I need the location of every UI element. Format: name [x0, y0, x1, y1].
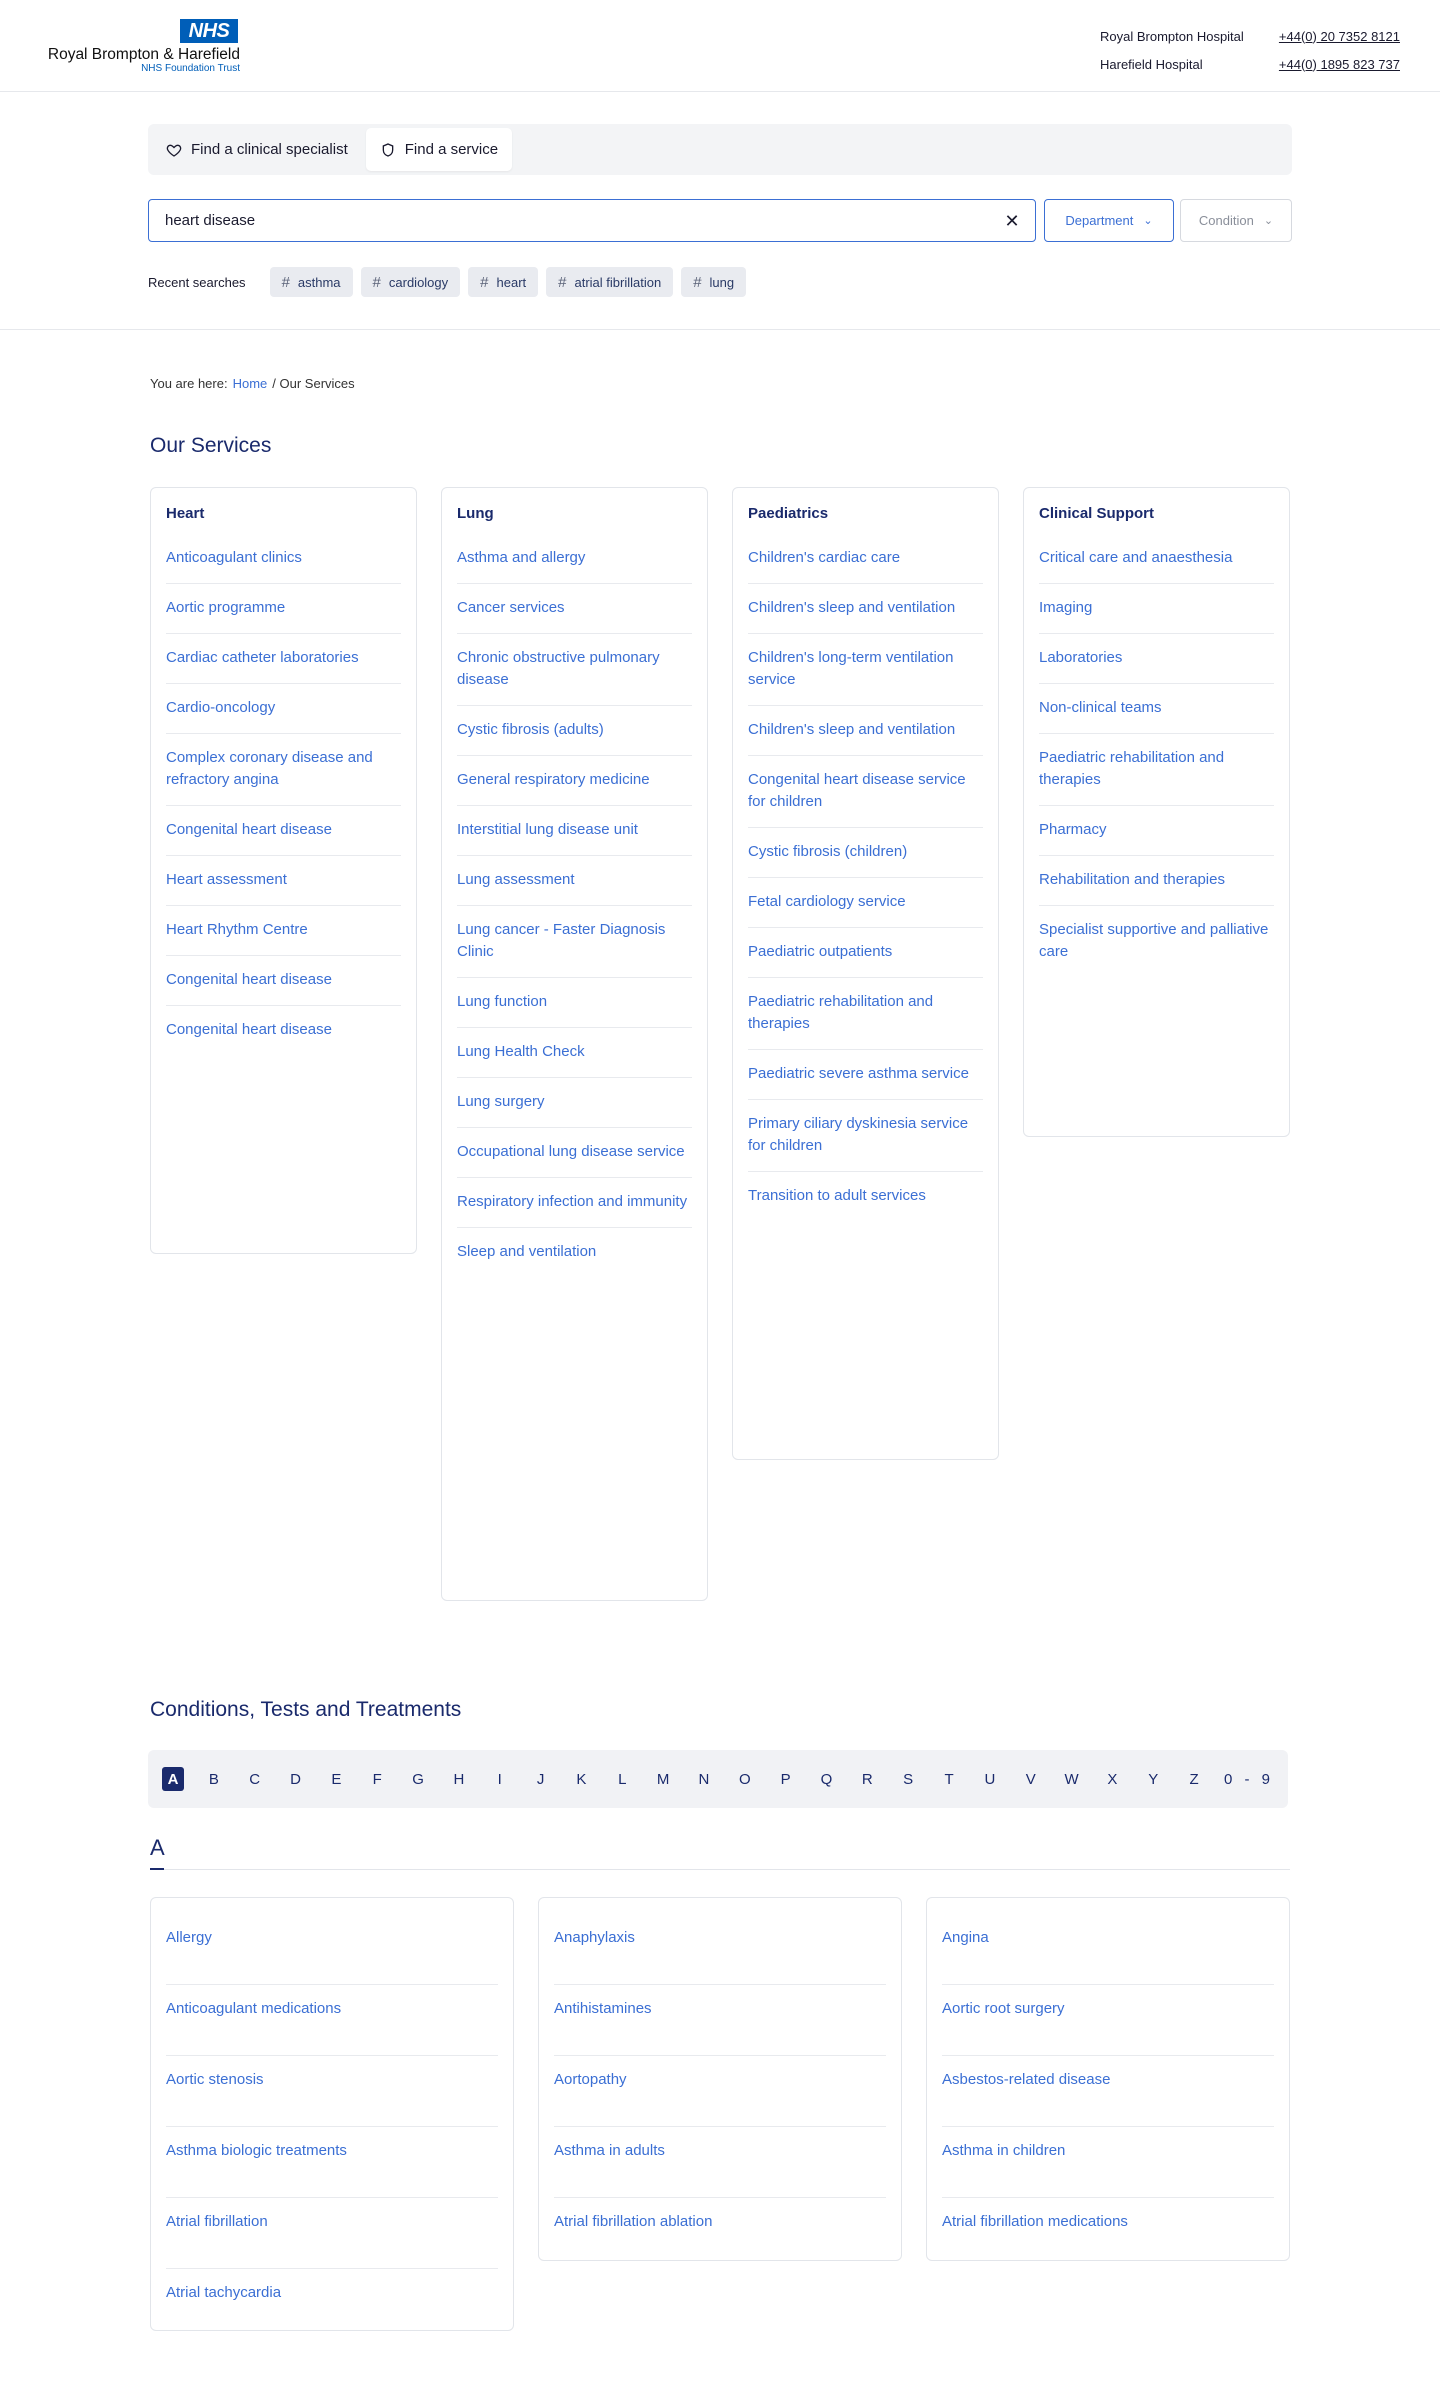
service-card-heart [150, 487, 417, 1254]
service-card-clinical-support [1023, 487, 1290, 1137]
conditions-card [926, 1897, 1290, 2261]
alphabet-letter-v[interactable]: V [1025, 1770, 1036, 1788]
service-list [748, 534, 983, 1221]
conditions-list [942, 1914, 1274, 2268]
condition-link[interactable]: Anticoagulant medications [166, 1985, 498, 2056]
services-heading: Our Services [150, 434, 272, 457]
alphabet-letter-q[interactable]: Q [820, 1770, 833, 1788]
letter-underline [150, 1868, 164, 1870]
tab-find-service[interactable] [366, 128, 512, 171]
service-link[interactable]: Cardio-oncology [166, 684, 401, 734]
condition-link[interactable]: Atrial fibrillation medications [942, 2213, 1128, 2230]
condition-link[interactable]: Asthma in adults [554, 2127, 886, 2198]
condition-link[interactable]: Asthma in children [942, 2127, 1274, 2198]
logo-trust-subtitle: NHS Foundation Trust [141, 63, 240, 74]
condition-dropdown[interactable] [1180, 199, 1292, 242]
department-dropdown-label: Department [1065, 213, 1134, 228]
service-link[interactable]: Cystic fibrosis (adults) [457, 706, 692, 756]
service-link[interactable]: Fetal cardiology service [748, 878, 983, 928]
shield-icon [380, 142, 396, 158]
service-list [1039, 534, 1274, 977]
service-link[interactable]: Interstitial lung disease unit [457, 806, 692, 856]
breadcrumb [150, 376, 355, 391]
alphabet-letter-f[interactable]: F [372, 1770, 382, 1788]
service-link[interactable]: Specialist supportive and palliative care [1039, 921, 1269, 960]
tab-find-clinical-specialist[interactable] [152, 128, 362, 171]
service-link[interactable]: Congenital heart disease service for children [748, 756, 983, 828]
chevron-down-icon: ⌄ [1263, 215, 1274, 227]
recent-search-chip[interactable] [681, 267, 746, 297]
service-link[interactable]: Rehabilitation and therapies [1039, 856, 1274, 906]
service-link[interactable]: Paediatric outpatients [748, 928, 983, 978]
alphabet-letter-u[interactable]: U [984, 1770, 996, 1788]
condition-link[interactable]: Anaphylaxis [554, 1914, 886, 1985]
nhs-logo-badge: NHS [180, 19, 238, 43]
condition-dropdown-label: Condition [1198, 213, 1254, 228]
breadcrumb-prefix: You are here: [150, 376, 228, 391]
service-link[interactable]: Chronic obstructive pulmonary disease [457, 634, 692, 706]
logo-trust-name: Royal Brompton & Harefield [47, 46, 240, 63]
hash-icon: # [372, 273, 381, 291]
site-logo[interactable] [40, 19, 240, 75]
service-card-title: Lung [457, 505, 494, 522]
contact-row [1100, 22, 1400, 50]
condition-link[interactable]: Asthma biologic treatments [166, 2127, 498, 2198]
condition-link[interactable]: Aortic stenosis [166, 2056, 498, 2127]
contact-hospital-name: Royal Brompton Hospital [1100, 28, 1244, 44]
alphabet-letter-b[interactable]: B [208, 1770, 219, 1788]
hash-icon: # [480, 273, 489, 291]
condition-link[interactable]: Atrial fibrillation ablation [554, 2213, 713, 2230]
conditions-card [538, 1897, 902, 2261]
alphabet-filter [148, 1750, 1288, 1808]
alphabet-letter-s[interactable]: S [903, 1770, 914, 1788]
search-tabs [148, 124, 1292, 175]
service-link[interactable]: Respiratory infection and immunity [457, 1178, 692, 1228]
recent-search-chip[interactable] [270, 267, 353, 297]
service-link[interactable]: Congenital heart disease [166, 806, 401, 856]
condition-link[interactable]: Aortopathy [554, 2056, 886, 2127]
service-link[interactable]: Lung Health Check [457, 1028, 692, 1078]
service-link[interactable]: Anticoagulant clinics [166, 534, 401, 584]
alphabet-letter-k[interactable]: K [576, 1770, 587, 1788]
search-field [148, 199, 1036, 242]
service-link[interactable]: Children's cardiac care [748, 534, 983, 584]
alphabet-letter-a[interactable]: A [162, 1767, 184, 1791]
service-card-title: Paediatrics [748, 505, 829, 522]
service-link[interactable]: Paediatric rehabilitation and therapies [1039, 734, 1274, 806]
condition-link[interactable]: Antihistamines [554, 1985, 886, 2056]
service-link[interactable]: Sleep and ventilation [457, 1243, 597, 1260]
conditions-list [554, 1914, 886, 2268]
condition-link[interactable]: Asbestos-related disease [942, 2056, 1274, 2127]
service-link[interactable]: General respiratory medicine [457, 756, 692, 806]
heart-icon [166, 142, 182, 158]
recent-search-chip[interactable] [361, 267, 461, 297]
recent-searches [148, 266, 746, 298]
alphabet-letter-i[interactable]: I [497, 1770, 502, 1788]
alphabet-letter-g[interactable]: G [412, 1770, 424, 1788]
alphabet-letter-l[interactable]: L [618, 1770, 627, 1788]
service-link[interactable]: Heart Rhythm Centre [166, 906, 401, 956]
divider [150, 1869, 1290, 1870]
alphabet-letter-p[interactable]: P [780, 1770, 791, 1788]
service-link[interactable]: Imaging [1039, 584, 1274, 634]
tab-label: Find a clinical specialist [191, 141, 348, 158]
alphabet-letter-x[interactable]: X [1107, 1770, 1118, 1788]
condition-link[interactable]: Aortic root surgery [942, 1985, 1274, 2056]
current-letter-heading: A [150, 1835, 165, 1860]
recent-search-chip[interactable] [468, 267, 538, 297]
chip-label: cardiology [388, 274, 449, 290]
service-link[interactable]: Aortic programme [166, 584, 401, 634]
service-link[interactable]: Children's sleep and ventilation [748, 584, 983, 634]
alphabet-letter-e[interactable]: E [331, 1770, 342, 1788]
alphabet-letter-h[interactable]: H [453, 1770, 465, 1788]
service-link[interactable]: Transition to adult services [748, 1187, 926, 1204]
hospital-contacts [1100, 22, 1400, 78]
alphabet-letter-t[interactable]: T [944, 1770, 954, 1788]
service-list [457, 534, 692, 1277]
contact-phone-link[interactable]: +44(0) 20 7352 8121 [1278, 28, 1400, 44]
condition-link[interactable]: Angina [942, 1914, 1274, 1985]
condition-link[interactable]: Atrial tachycardia [166, 2284, 282, 2301]
service-link[interactable]: Cystic fibrosis (children) [748, 828, 983, 878]
alphabet-letter-m[interactable]: M [656, 1770, 670, 1788]
service-card-paediatrics [732, 487, 999, 1460]
conditions-list [166, 1914, 498, 2339]
conditions-card [150, 1897, 514, 2331]
department-dropdown[interactable] [1044, 199, 1174, 242]
alphabet-letter-z[interactable]: Z [1189, 1770, 1199, 1788]
alphabet-numeric-range[interactable]: 0 - 9 [1223, 1770, 1274, 1788]
service-link[interactable]: Lung cancer - Faster Diagnosis Clinic [457, 906, 692, 978]
alphabet-letter-r[interactable]: R [861, 1770, 873, 1788]
recent-searches-label: Recent searches [148, 274, 246, 290]
alphabet-letter-d[interactable]: D [290, 1770, 301, 1788]
service-link[interactable]: Asthma and allergy [457, 534, 692, 584]
service-link[interactable]: Paediatric severe asthma service [748, 1050, 983, 1100]
hash-icon: # [281, 273, 290, 291]
alphabet-letter-j[interactable]: J [536, 1770, 545, 1788]
service-link[interactable]: Non-clinical teams [1039, 684, 1274, 734]
chevron-down-icon: ⌄ [1143, 215, 1153, 227]
chip-label: atrial fibrillation [574, 274, 662, 290]
service-link[interactable]: Laboratories [1039, 634, 1274, 684]
service-link[interactable]: Heart assessment [166, 856, 401, 906]
chip-label: asthma [297, 274, 341, 290]
service-link[interactable]: Complex coronary disease and refractory angina [166, 734, 401, 806]
service-link[interactable]: Congenital heart disease [166, 956, 401, 1006]
service-link[interactable]: Cancer services [457, 584, 692, 634]
breadcrumb-home-link[interactable]: Home [232, 376, 268, 391]
service-link[interactable]: Children's sleep and ventilation [748, 706, 983, 756]
breadcrumb-current: / Our Services [272, 376, 355, 391]
service-link[interactable]: Occupational lung disease service [457, 1128, 692, 1178]
service-link[interactable]: Lung function [457, 978, 692, 1028]
tab-label: Find a service [404, 141, 499, 158]
divider [0, 329, 1440, 330]
alphabet-letter-c[interactable]: C [249, 1770, 261, 1788]
chip-label: heart [496, 274, 527, 290]
contact-hospital-name: Harefield Hospital [1100, 56, 1203, 72]
service-link[interactable]: Pharmacy [1039, 806, 1274, 856]
service-link[interactable]: Cardiac catheter laboratories [166, 634, 401, 684]
service-link[interactable]: Congenital heart disease [166, 1021, 332, 1038]
alphabet-letter-n[interactable]: N [698, 1770, 710, 1788]
alphabet-letter-y[interactable]: Y [1148, 1770, 1159, 1788]
contact-row [1100, 50, 1400, 78]
alphabet-letter-w[interactable]: W [1064, 1770, 1079, 1788]
service-link[interactable]: Lung surgery [457, 1078, 692, 1128]
service-link[interactable]: Critical care and anaesthesia [1039, 534, 1274, 584]
service-link[interactable]: Children's long-term ventilation service [748, 634, 983, 706]
condition-link[interactable]: Atrial fibrillation [166, 2198, 498, 2269]
close-icon[interactable]: ✕ [1004, 211, 1020, 231]
recent-search-chip[interactable] [546, 267, 673, 297]
hash-icon: # [558, 273, 567, 291]
service-list [166, 534, 401, 1055]
service-link[interactable]: Lung assessment [457, 856, 692, 906]
chip-label: lung [709, 274, 735, 290]
alphabet-letter-o[interactable]: O [738, 1770, 751, 1788]
search-input[interactable] [165, 200, 985, 241]
service-card-lung [441, 487, 708, 1601]
service-card-title: Heart [166, 505, 205, 522]
condition-link[interactable]: Allergy [166, 1914, 498, 1985]
service-card-title: Clinical Support [1039, 505, 1155, 522]
conditions-heading: Conditions, Tests and Treatments [150, 1698, 462, 1721]
service-link[interactable]: Paediatric rehabilitation and therapies [748, 978, 983, 1050]
contact-phone-link[interactable]: +44(0) 1895 823 737 [1278, 56, 1400, 72]
service-link[interactable]: Primary ciliary dyskinesia service for children [748, 1100, 983, 1172]
site-header [0, 0, 1440, 92]
hash-icon: # [693, 273, 702, 291]
